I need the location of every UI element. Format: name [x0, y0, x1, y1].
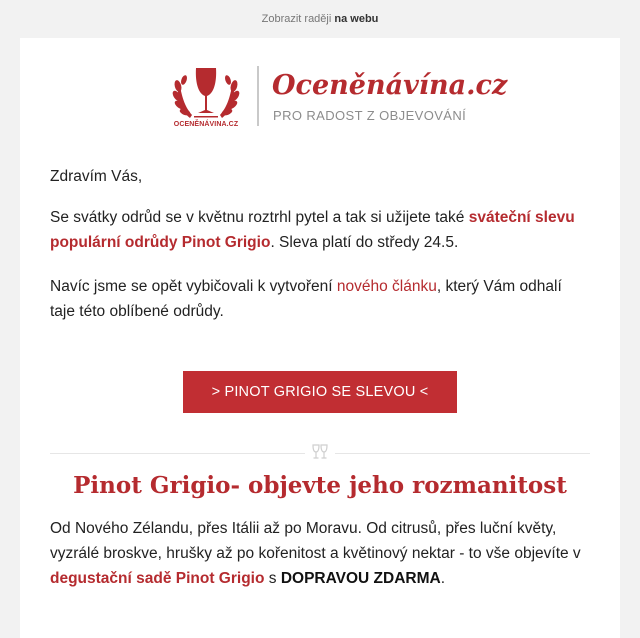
- section-text-mid: s: [264, 570, 281, 587]
- divider-line-left: [50, 453, 305, 454]
- emblem-text: OCENĚNÁVINA.CZ: [173, 121, 239, 128]
- email-card: [20, 38, 620, 638]
- intro-paragraph: [50, 205, 590, 255]
- article-text-end: , který Vám odhalí taje této oblíbené odrůdy.: [50, 278, 562, 320]
- logo[interactable]: [170, 60, 508, 138]
- section-divider: [50, 442, 590, 466]
- free-shipping-text: DOPRAVOU ZDARMA: [280, 570, 441, 587]
- view-online-bar: [0, 0, 640, 38]
- tasting-set-link[interactable]: degustační sadě Pinot Grigio: [50, 570, 265, 587]
- divider-line-right: [335, 453, 590, 454]
- view-online-prefix: Zobrazit raději: [261, 13, 332, 25]
- section-text-start: Od Nového Zélandu, přes Itálii až po Moravu. Od citrusů, přes luční květy, vyzrálé broskve, hrušky až po kořenitost a květinový nektar - to vše objevíte v: [50, 520, 581, 562]
- greeting: Zdravím Vás,: [50, 168, 143, 185]
- article-text-start: Navíc jsme se opět vybičovali k vytvoření: [50, 278, 337, 295]
- brand-tagline: PRO RADOST Z OBJEVOVÁNÍ: [273, 108, 467, 123]
- wine-glasses-icon: [310, 442, 330, 464]
- intro-text-start: Se svátky odrůd se v květnu roztrhl pytel a tak si užijete také: [50, 209, 469, 226]
- new-article-link[interactable]: nového článku: [336, 278, 437, 295]
- section-heading: Pinot Grigio- objevte jeho rozmanitost: [73, 472, 567, 499]
- brand-name: Oceněnávína.cz: [272, 70, 508, 101]
- intro-text-end: . Sleva platí do středy 24.5.: [270, 234, 459, 251]
- article-paragraph: [50, 274, 590, 324]
- sale-highlight-link[interactable]: sváteční slevu populární odrůdy Pinot Grigio: [50, 209, 575, 251]
- logo-divider: [257, 66, 259, 126]
- section-text-end: .: [440, 570, 446, 587]
- section-paragraph: [50, 516, 590, 591]
- pinot-grigio-sale-button[interactable]: > PINOT GRIGIO SE SLEVOU <: [183, 371, 457, 413]
- view-online-link[interactable]: na webu: [334, 13, 379, 25]
